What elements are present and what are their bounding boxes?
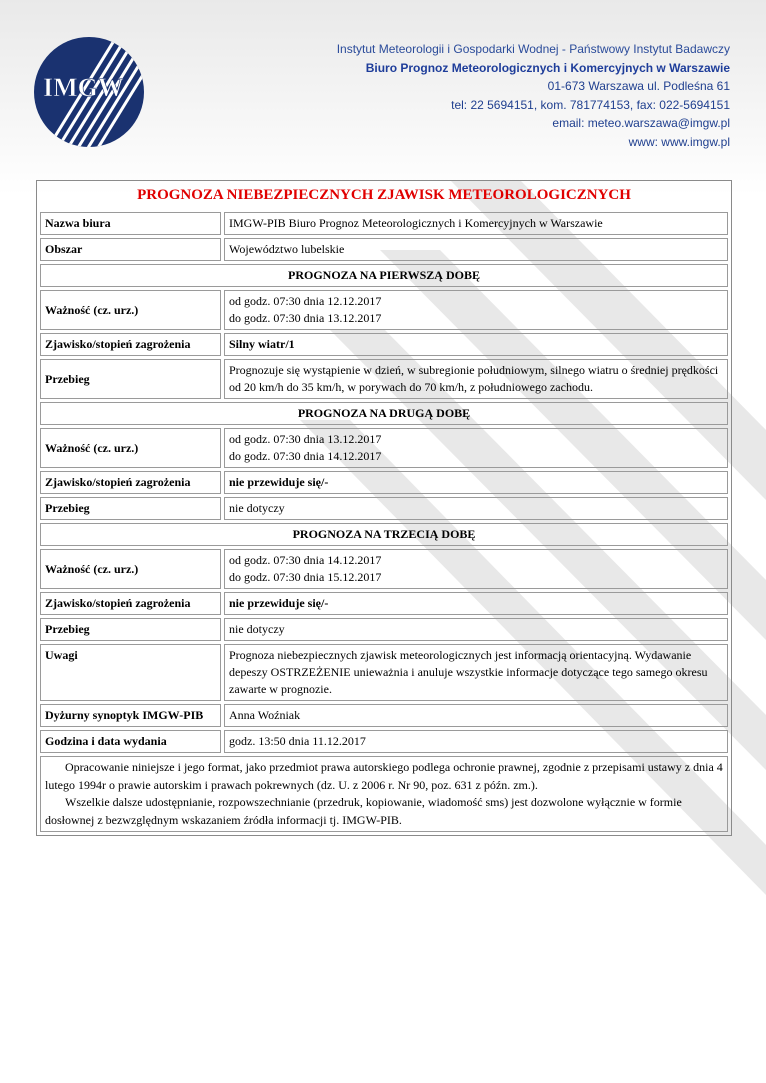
notes-value: Prognoza niebezpiecznych zjawisk meteorologicznych jest informacją orientacyjną. Wydawanie depeszy OSTRZEŻENIE unieważnia i anuluje wszystkie informacje dotyczące tego samego okresu zawarte w prognozie. — [224, 644, 728, 701]
address: 01-673 Warszawa ul. Podleśna 61 — [547, 79, 730, 94]
letterhead — [0, 0, 766, 160]
office-label: Nazwa biura — [40, 212, 221, 235]
day1-validity-from: od godz. 07:30 dnia 12.12.2017 — [229, 294, 382, 308]
day3-validity-to: do godz. 07:30 dnia 15.12.2017 — [229, 570, 382, 584]
day1-course-label: Przebieg — [40, 359, 221, 399]
day2-phenomenon-label: Zjawisko/stopień zagrożenia — [40, 471, 221, 494]
day1-heading: PROGNOZA NA PIERWSZĄ DOBĘ — [40, 264, 728, 287]
day3-course-value: nie dotyczy — [224, 618, 728, 641]
institute-name: Instytut Meteorologii i Gospodarki Wodnej - Państwowy Instytut Badawczy — [336, 42, 730, 56]
issued-label: Godzina i data wydania — [40, 730, 221, 753]
day2-course-label: Przebieg — [40, 497, 221, 520]
area-row — [40, 238, 728, 261]
day1-phenomenon-value: Silny wiatr/1 — [224, 333, 728, 356]
office-row — [40, 212, 728, 235]
area-label: Obszar — [40, 238, 221, 261]
day2-validity-to: do godz. 07:30 dnia 14.12.2017 — [229, 449, 382, 463]
day1-validity-label: Ważność (cz. urz.) — [40, 290, 221, 330]
day2-validity-label: Ważność (cz. urz.) — [40, 428, 221, 468]
day1-validity-value — [224, 290, 728, 330]
day1-validity-to: do godz. 07:30 dnia 13.12.2017 — [229, 311, 382, 325]
copyright-paragraph-1: Opracowanie niniejsze i jego format, jako przedmiot prawa autorskiego podlega ochronie prawnej, zgodnie z przepisami ustawy z dnia 4 lutego 1994r o prawie autorskim i prawach pokrewnych (dz. U. z 2006 r. Nr 90, poz. 631 z późn. zm.). — [45, 760, 723, 792]
day2-validity-value — [224, 428, 728, 468]
copyright-paragraph-2: Wszelkie dalsze udostępnianie, rozpowszechnianie (przedruk, kopiowanie, wiadomość sms) jest dozwolone wyłącznie w formie dosłownej z bezwzględnym wskazaniem źródła informacji tj. IMGW-PIB. — [45, 795, 682, 827]
forecaster-value: Anna Woźniak — [224, 704, 728, 727]
day2-phenomenon-value: nie przewiduje się/- — [224, 471, 728, 494]
email[interactable]: email: meteo.warszawa@imgw.pl — [552, 116, 730, 131]
day3-validity-value — [224, 549, 728, 589]
issued-value: godz. 13:50 dnia 11.12.2017 — [224, 730, 728, 753]
area-value: Województwo lubelskie — [224, 238, 728, 261]
copyright-notice — [40, 756, 728, 832]
phone: tel: 22 5694151, kom. 781774153, fax: 022-5694151 — [451, 97, 730, 112]
svg-text:IMGW: IMGW — [43, 73, 124, 102]
day3-heading: PROGNOZA NA TRZECIĄ DOBĘ — [40, 523, 728, 546]
forecast-table — [37, 209, 731, 756]
office-value: IMGW-PIB Biuro Prognoz Meteorologicznych i Komercyjnych w Warszawie — [224, 212, 728, 235]
day2-course-value: nie dotyczy — [224, 497, 728, 520]
day2-heading: PROGNOZA NA DRUGĄ DOBĘ — [40, 402, 728, 425]
day1-phenomenon-label: Zjawisko/stopień zagrożenia — [40, 333, 221, 356]
website[interactable]: www: www.imgw.pl — [628, 134, 730, 149]
imgw-logo-icon — [33, 36, 145, 148]
forecast-document — [36, 180, 732, 836]
day3-phenomenon-value: nie przewiduje się/- — [224, 592, 728, 615]
day3-course-label: Przebieg — [40, 618, 221, 641]
document-title: PROGNOZA NIEBEZPIECZNYCH ZJAWISK METEOROLOGICZNYCH — [137, 187, 631, 203]
day1-course-value: Prognozuje się wystąpienie w dzień, w subregionie południowym, silnego wiatru o średniej prędkości od 20 km/h do 35 km/h, w porywach do 70 km/h, z południowego zachodu. — [224, 359, 728, 399]
day3-validity-from: od godz. 07:30 dnia 14.12.2017 — [229, 553, 382, 567]
day3-phenomenon-label: Zjawisko/stopień zagrożenia — [40, 592, 221, 615]
notes-label: Uwagi — [40, 644, 221, 701]
day3-validity-label: Ważność (cz. urz.) — [40, 549, 221, 589]
institute-info — [337, 40, 730, 152]
forecaster-label: Dyżurny synoptyk IMGW-PIB — [40, 704, 221, 727]
office-name: Biuro Prognoz Meteorologicznych i Komercyjnych w Warszawie — [365, 60, 730, 75]
day2-validity-from: od godz. 07:30 dnia 13.12.2017 — [229, 432, 382, 446]
